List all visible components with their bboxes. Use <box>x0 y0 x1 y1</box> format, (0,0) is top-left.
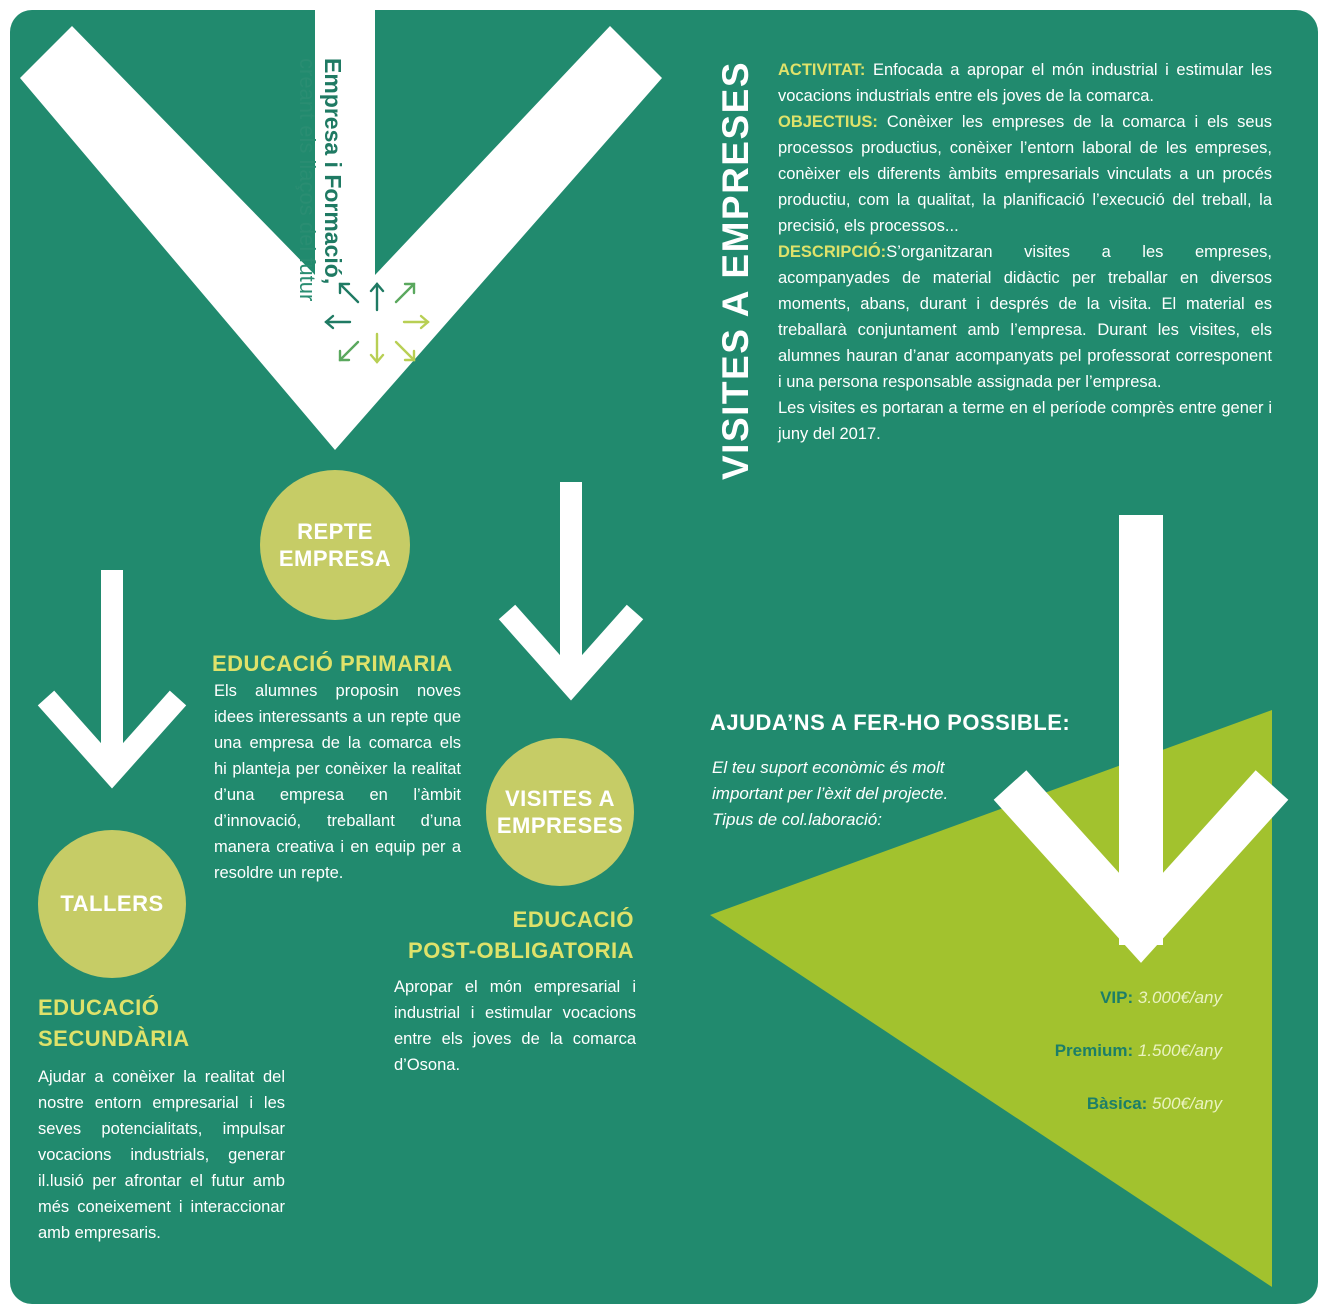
tier-vip <box>1100 988 1222 1008</box>
circle-repte-label: REPTE EMPRESA <box>278 518 392 571</box>
postobligatoria-heading-line2: POST-OBLIGATORIA <box>408 938 634 963</box>
tier-basica-value: 500€/any <box>1147 1094 1222 1113</box>
descripcio-text: S’organitzaran visites a les empreses, acompanyades de material didàctic per treballar en diversos moments, abans, durant i després de la visita. El material es treballarà conjuntament amb l’empresa. Durant les visites, els alumnes hauran d’anar acompanyats pel professorat corresponent i una persona responsable assignada per l’empresa. <box>778 243 1272 391</box>
primaria-heading: EDUCACIÓ PRIMARIA <box>212 651 453 676</box>
tier-basica <box>1087 1094 1222 1114</box>
activitat-text: Enfocada a apropar el món industrial i estimular les vocacions industrials entre els joves de la comarca. <box>778 61 1272 105</box>
primaria-body: Els alumnes proposin noves idees interessants a un repte que una empresa de la comarca els hi planteja per conèixer la realitat d’una empresa en l’àmbit d’innovació, treballant d’una manera creativa i en equip per a resoldre un repte. <box>214 682 461 882</box>
descripcio-paragraph <box>778 239 1272 395</box>
logo-title <box>294 58 346 301</box>
secundaria-heading-line2: SECUNDÀRIA <box>38 1026 190 1051</box>
visites-info-block <box>778 57 1272 447</box>
postobligatoria-heading <box>390 904 634 966</box>
support-line-1: El teu suport econòmic és molt <box>712 758 945 777</box>
visites-vertical-title: VISITES A EMPRESES <box>715 60 756 480</box>
arrow-down-icon-tallers <box>46 570 178 775</box>
activitat-paragraph <box>778 57 1272 109</box>
objectius-text: Conèixer les empreses de la comarca i els seus processos productius, conèixer l’entorn laboral de les empreses, conèixer els diferents àmbits empresarials vinculats a un procés productiu, com la qualitat, la planificació l’execució del treball, la precisió, els processos... <box>778 113 1272 235</box>
support-text <box>712 755 1012 833</box>
tier-vip-name: VIP: <box>1100 988 1134 1007</box>
dates-paragraph: Les visites es portaran a terme en el període comprès entre gener i juny del 2017. <box>778 399 1272 443</box>
logo-line-1: Empresa i Formació, <box>320 58 346 285</box>
objectius-label: OBJECTIUS: <box>778 113 878 131</box>
secundaria-body: Ajudar a conèixer la realitat del nostre entorn empresarial i les seves potencialitats, impulsar vocacions industrials, generar il.lusió per afrontar el futur amb més coneixement i interaccionar amb empresaris. <box>38 1068 285 1242</box>
poster-card <box>10 10 1318 1304</box>
secundaria-heading-line1: EDUCACIÓ <box>38 995 160 1020</box>
arrow-down-icon-visites <box>507 482 635 686</box>
circle-tallers-label: TALLERS <box>60 891 164 917</box>
support-line-3: Tipus de col.laboració: <box>712 810 882 829</box>
circle-visites-empreses <box>486 738 634 886</box>
secundaria-heading <box>38 992 190 1054</box>
tier-premium-value: 1.500€/any <box>1133 1041 1222 1060</box>
support-line-2: important per l’èxit del projecte. <box>712 784 949 803</box>
logo-line-2: creant els llaços del futur <box>295 58 320 302</box>
descripcio-label: DESCRIPCIÓ: <box>778 243 887 261</box>
postobligatoria-heading-line1: EDUCACIÓ <box>512 907 634 932</box>
support-title: AJUDA’NS A FER-HO POSSIBLE: <box>710 710 1071 735</box>
tier-vip-value: 3.000€/any <box>1133 988 1222 1007</box>
circle-repte-empresa <box>260 470 410 620</box>
tier-basica-name: Bàsica: <box>1086 1094 1148 1113</box>
tier-premium-name: Premium: <box>1054 1041 1134 1060</box>
circle-tallers <box>38 830 186 978</box>
postobligatoria-body: Apropar el món empresarial i industrial i estimular vocacions entre els joves de la comarca d’Osona. <box>394 978 636 1074</box>
tier-premium <box>1055 1041 1222 1061</box>
objectius-paragraph <box>778 109 1272 239</box>
circle-visites-label: VISITES A EMPRESES <box>496 785 624 838</box>
activitat-label: ACTIVITAT: <box>778 61 866 79</box>
